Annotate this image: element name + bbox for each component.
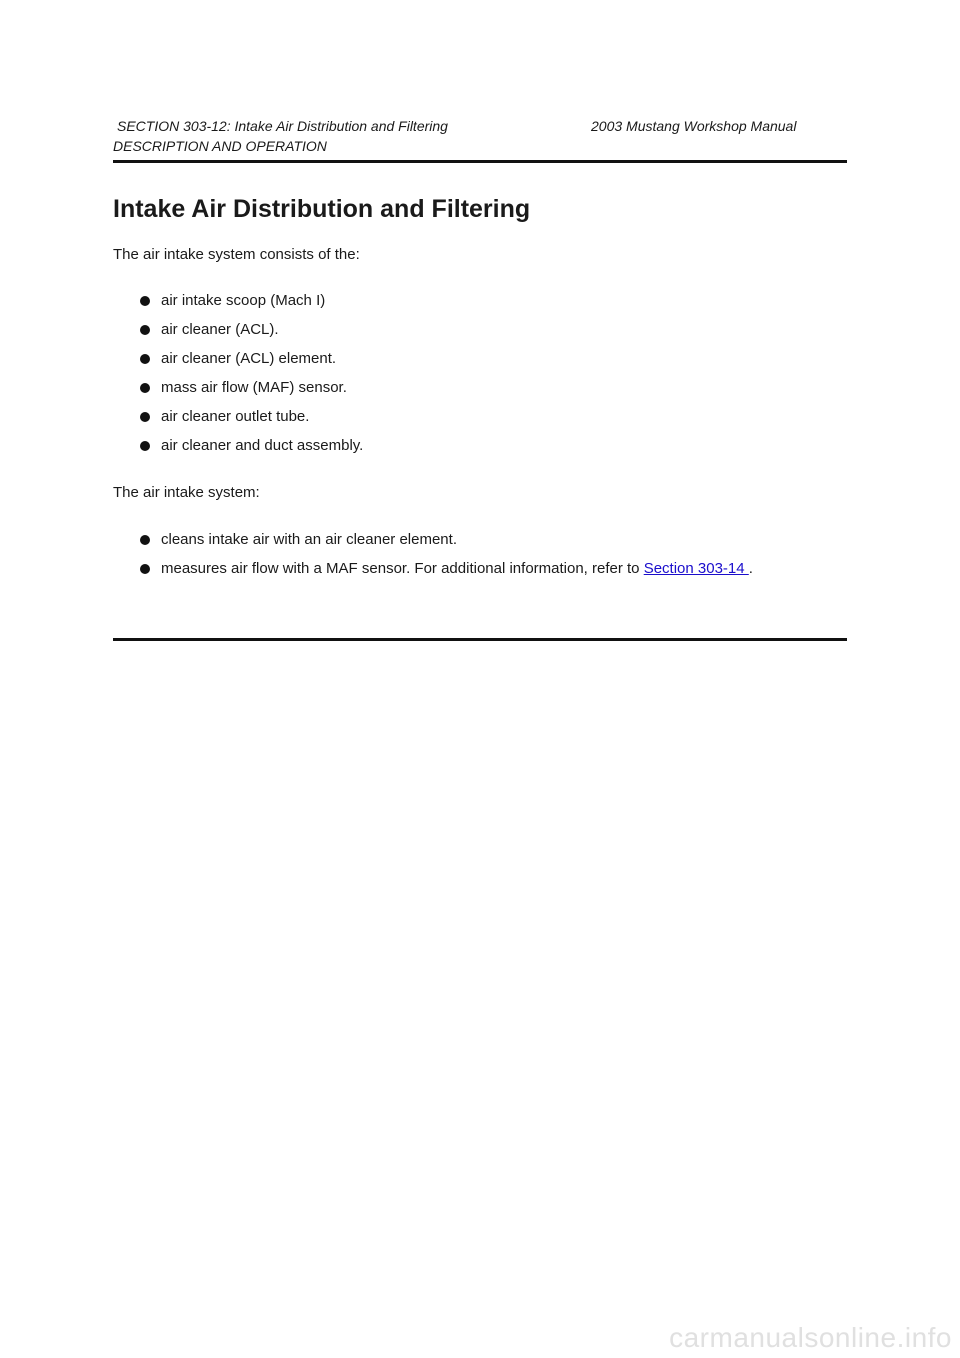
components-list [140,290,363,464]
section-303-14-link[interactable]: Section 303-14 [643,560,749,577]
bullet-icon [140,564,150,574]
bullet-icon [140,412,150,422]
list-item-text: cleans intake air with an air cleaner element. [161,531,457,548]
bullet-icon [140,296,150,306]
list-item-tail: . [748,560,753,577]
list-item [140,558,753,587]
bullet-icon [140,354,150,364]
list-item [140,290,363,319]
list-item [140,377,363,406]
bullet-icon [140,383,150,393]
list-item-text: air cleaner outlet tube. [161,408,310,425]
bullet-icon [140,441,150,451]
functions-intro: The air intake system: [113,484,260,501]
list-item [140,406,363,435]
bullet-icon [140,535,150,545]
running-header [113,116,448,156]
list-item [140,529,753,558]
list-item-text: air cleaner (ACL). [161,321,279,338]
list-item-text: measures air flow with a MAF sensor. For additional information, refer to [161,560,644,577]
list-item-text: air cleaner (ACL) element. [161,350,337,367]
list-item [140,319,363,348]
bullet-icon [140,325,150,335]
footer-divider [113,638,847,641]
manual-title: 2003 Mustang Workshop Manual [591,118,797,134]
subsection-title: DESCRIPTION AND OPERATION [113,138,327,154]
header-divider [113,160,847,163]
page-title: Intake Air Distribution and Filtering [113,195,531,223]
list-item [140,435,363,464]
functions-list [140,529,753,587]
list-item [140,348,363,377]
list-item-text: air intake scoop (Mach I) [161,292,326,309]
components-intro: The air intake system consists of the: [113,246,360,263]
section-title: SECTION 303-12: Intake Air Distribution and Filtering [117,118,448,134]
list-item-text: air cleaner and duct assembly. [161,437,364,454]
watermark: carmanualsonline.info [669,1322,952,1353]
list-item-text: mass air flow (MAF) sensor. [161,379,347,396]
